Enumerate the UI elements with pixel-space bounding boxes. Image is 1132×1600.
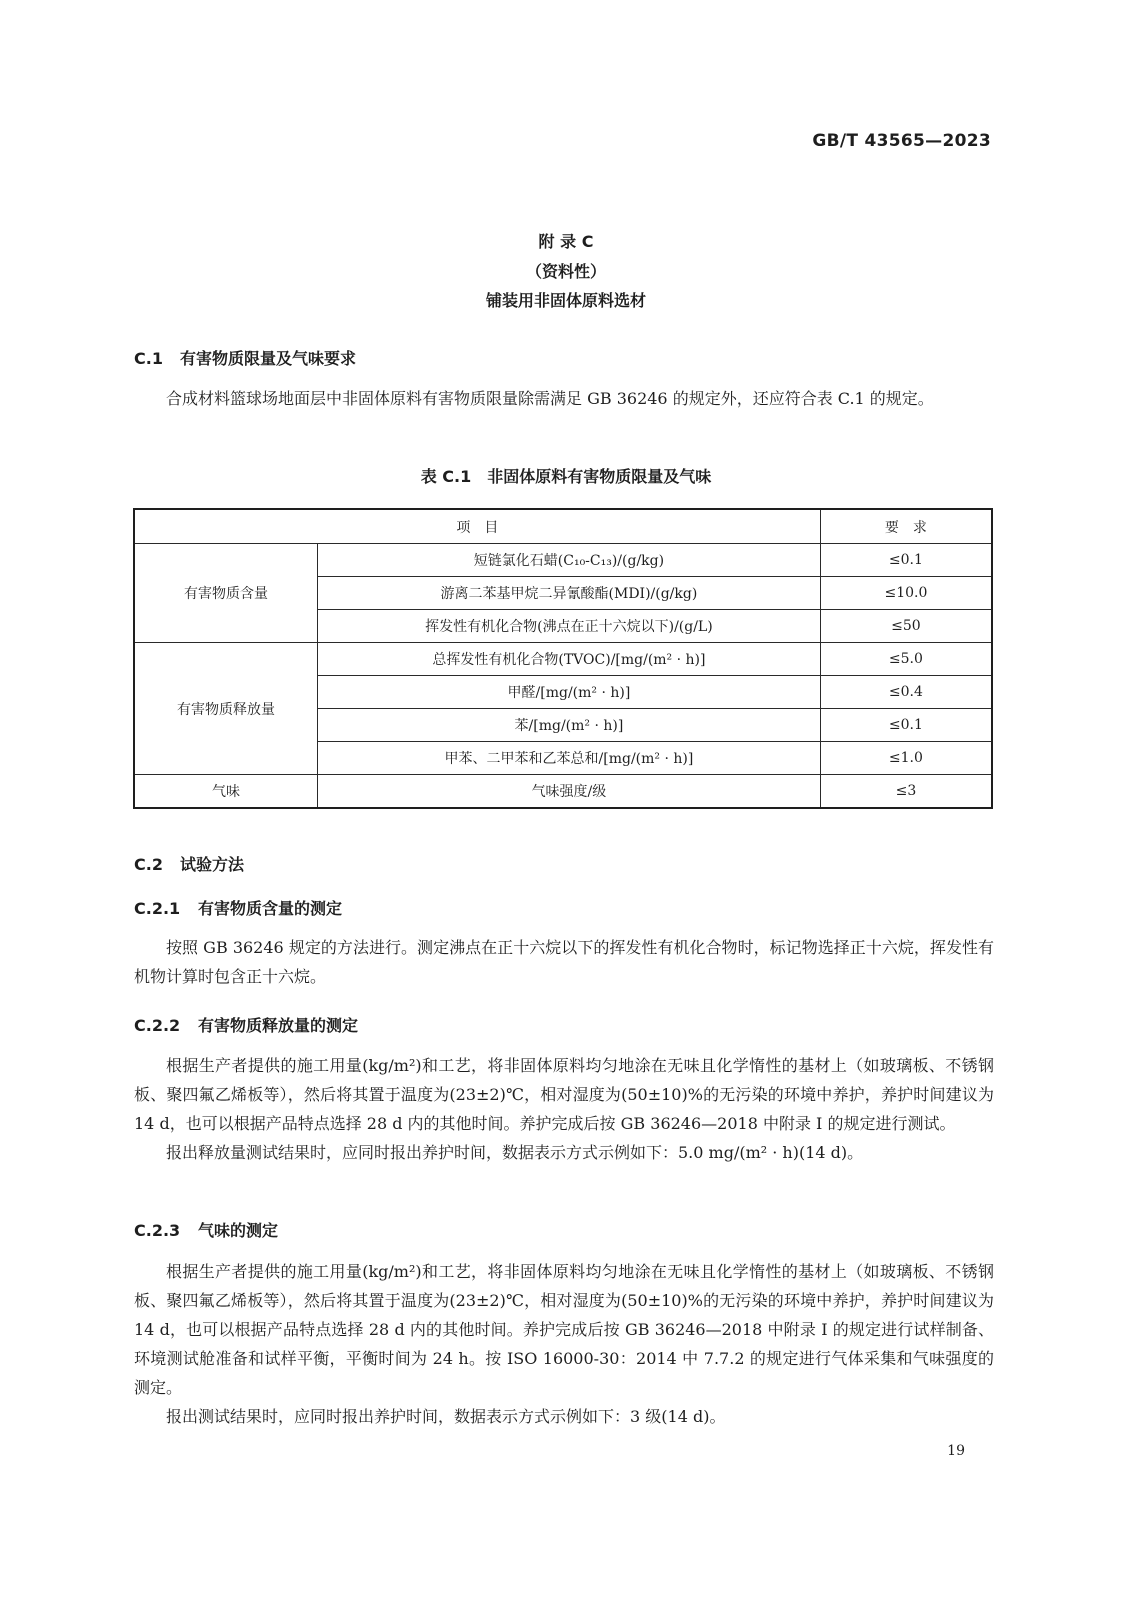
section-c21-heading xyxy=(134,896,342,919)
table-row xyxy=(134,775,992,809)
section-c23-heading xyxy=(134,1218,278,1241)
section-c23-paragraphs xyxy=(134,1257,994,1431)
section-c2-heading xyxy=(134,852,244,875)
table-caption: 表 C.1 非固体原料有害物质限量及气味 xyxy=(420,467,712,486)
paragraph-text: 合成材料篮球场地面层中非固体原料有害物质限量除需满足 GB 36246 的规定外，还应符合表 C.1 的规定。 xyxy=(166,389,934,408)
section-title: 有害物质释放量的测定 xyxy=(198,1016,359,1035)
table-requirement: ≤10.0 xyxy=(820,577,992,610)
section-c22-heading xyxy=(134,1013,358,1036)
paragraph-text: 报出测试结果时，应同时报出养护时间，数据表示方式示例如下：3 级(14 d)。 xyxy=(166,1407,726,1426)
table-item: 总挥发性有机化合物(TVOC)/[mg/(m² · h)] xyxy=(318,643,821,676)
section-c1-heading xyxy=(134,346,356,369)
section-number: C.2 xyxy=(134,855,163,874)
standard-number: GB/T 43565—2023 xyxy=(812,131,991,151)
table-requirement: ≤5.0 xyxy=(820,643,992,676)
section-title: 有害物质限量及气味要求 xyxy=(180,349,357,368)
table-requirement: ≤0.1 xyxy=(820,544,992,577)
table-category: 有害物质释放量 xyxy=(134,643,318,775)
annex-name: 铺装用非固体原料选材 xyxy=(485,291,646,310)
table-row xyxy=(134,544,992,577)
table-item: 短链氯化石蜡(C₁₀-C₁₃)/(g/kg) xyxy=(318,544,821,577)
table-header-requirement: 要 求 xyxy=(820,509,992,544)
table-requirement: ≤0.1 xyxy=(820,709,992,742)
table-requirement: ≤3 xyxy=(820,775,992,809)
paragraph-text: 按照 GB 36246 规定的方法进行。测定沸点在正十六烷以下的挥发性有机化合物时，标记物选择正十六烷，挥发性有机物计算时包含正十六烷。 xyxy=(134,938,994,986)
section-number: C.2.2 xyxy=(134,1016,181,1035)
table-header-row xyxy=(134,509,992,544)
table-category: 气味 xyxy=(134,775,318,809)
section-number: C.2.3 xyxy=(134,1221,181,1240)
table-requirement: ≤1.0 xyxy=(820,742,992,775)
section-c21-paragraph xyxy=(134,933,994,991)
annex-title: 附 录 C xyxy=(538,232,594,251)
table-item: 甲苯、二甲苯和乙苯总和/[mg/(m² · h)] xyxy=(318,742,821,775)
page-number: 19 xyxy=(947,1443,965,1459)
table-requirement: ≤50 xyxy=(820,610,992,643)
table-row xyxy=(134,643,992,676)
table-item: 苯/[mg/(m² · h)] xyxy=(318,709,821,742)
table-requirement: ≤0.4 xyxy=(820,676,992,709)
section-number: C.2.1 xyxy=(134,899,181,918)
section-c22-paragraphs xyxy=(134,1051,994,1167)
table-item: 气味强度/级 xyxy=(318,775,821,809)
table-item: 甲醛/[mg/(m² · h)] xyxy=(318,676,821,709)
annex-nature: （资料性） xyxy=(525,262,606,281)
section-c1-paragraph xyxy=(134,384,994,413)
section-title: 气味的测定 xyxy=(198,1221,279,1240)
section-number: C.1 xyxy=(134,349,163,368)
paragraph-text: 根据生产者提供的施工用量(kg/m²)和工艺，将非固体原料均匀地涂在无味且化学惰性的基材上（如玻璃板、不锈钢板、聚四氟乙烯板等），然后将其置于温度为(23±2)℃，相对湿度为(50±10)%的无污染的环境中养护，养护时间建议为 14 d，也可以根据产品特点选择 28 d 内的其他时间。养护完成后按 GB 36246—2018 中附录 I 的规定进行测试。 xyxy=(134,1056,994,1133)
section-title: 试验方法 xyxy=(180,855,245,874)
section-title: 有害物质含量的测定 xyxy=(198,899,343,918)
table-c1 xyxy=(133,508,993,809)
table-header-item: 项 目 xyxy=(134,509,820,544)
paragraph-text: 报出释放量测试结果时，应同时报出养护时间，数据表示方式示例如下：5.0 mg/(m² · h)(14 d)。 xyxy=(166,1143,864,1162)
table-category: 有害物质含量 xyxy=(134,544,318,643)
table-item: 游离二苯基甲烷二异氰酸酯(MDI)/(g/kg) xyxy=(318,577,821,610)
paragraph-text: 根据生产者提供的施工用量(kg/m²)和工艺，将非固体原料均匀地涂在无味且化学惰性的基材上（如玻璃板、不锈钢板、聚四氟乙烯板等），然后将其置于温度为(23±2)℃，相对湿度为(50±10)%的无污染的环境中养护，养护时间建议为 14 d，也可以根据产品特点选择 28 d 内的其他时间。养护完成后按 GB 36246—2018 中附录 I 的规定进行试样制备、环境测试舱准备和试样平衡，平衡时间为 24 h。按 ISO 16000-30：2014 中 7.7.2 的规定进行气体采集和气味强度的测定。 xyxy=(134,1262,994,1397)
table-item: 挥发性有机化合物(沸点在正十六烷以下)/(g/L) xyxy=(318,610,821,643)
